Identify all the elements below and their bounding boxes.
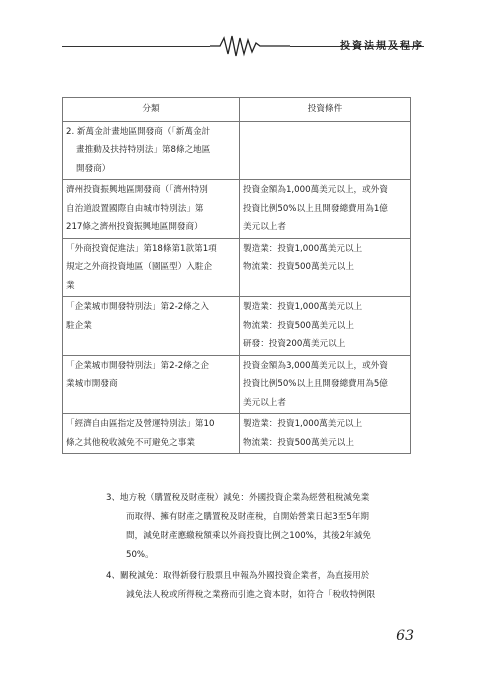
cell-line: 「企業城市開發特別法」第2-2條之入 — [66, 302, 209, 312]
cell-line: 業 — [66, 280, 75, 291]
cell-line: 濟州投資振興地區開發商（「濟州特別 — [66, 185, 208, 195]
paragraph-line: 減免法人稅或所得稅之業務而引進之資本財，如符合「稅收特例限 — [126, 590, 376, 600]
investment-conditions-table — [62, 97, 411, 454]
paragraph-line: 50%。 — [126, 550, 154, 560]
column-header-category: 分類 — [63, 98, 240, 122]
table-row — [63, 180, 411, 239]
cell-line: 投資金額為3,000萬美元以上，或外資 — [243, 360, 388, 371]
cell-line: 物流業：投資500萬美元以上 — [243, 437, 354, 448]
page-number: 63 — [396, 628, 414, 644]
category-cell — [63, 238, 240, 297]
paragraph-line: 間，減免財產應繳稅額乘以外商投資比例之100%，其後2年減免 — [126, 531, 371, 541]
cell-line: 製造業：投資1,000萬美元以上 — [243, 419, 363, 429]
category-cell — [63, 180, 240, 239]
cell-line: 2. 新萬金計畫地區開發商（「新萬金計 — [66, 126, 211, 137]
conditions-cell — [240, 297, 411, 356]
cell-line: 畫推動及扶持特別法」第8條之地區 — [76, 145, 211, 155]
cell-line: 「企業城市開發特別法」第2-2條之企 — [66, 360, 209, 371]
cell-line: 物流業：投資500萬美元以上 — [243, 262, 354, 272]
cell-line: 駐企業 — [66, 320, 92, 331]
conditions-cell — [240, 121, 411, 180]
paragraph-line: 4、關稅減免：取得新發行股票且申報為外國投資企業者，為直接用於 — [106, 571, 370, 581]
cell-line: 「外商投資促進法」第18條第1款第1項 — [66, 243, 217, 254]
paragraph-line: 3、地方稅（購置稅及財產稅）減免：外國投資企業為經營租稅減免業 — [106, 493, 370, 503]
table-row — [63, 121, 411, 180]
conditions-cell — [240, 355, 411, 414]
category-cell — [63, 414, 240, 454]
cell-line: 製造業：投資1,000萬美元以上 — [243, 302, 363, 312]
pulse-wave-icon — [210, 33, 290, 59]
category-cell — [63, 121, 240, 180]
table-header-row — [63, 98, 411, 122]
table-row — [63, 238, 411, 297]
paragraph-local-tax-reduction — [106, 489, 426, 565]
column-header-conditions: 投資條件 — [240, 98, 411, 122]
cell-line: 投資比例50%以上且開發總費用為1億 — [243, 203, 388, 214]
conditions-cell — [240, 238, 411, 297]
paragraph-line: 而取得、擁有財產之購置稅及財產稅，自開始營業日起3至5年期 — [126, 512, 369, 522]
cell-line: 投資金額為1,000萬美元以上，或外資 — [243, 185, 388, 195]
conditions-cell — [240, 414, 411, 454]
cell-line: 217條之濟州投資振興地區開發商） — [66, 222, 203, 232]
section-title: 投資法規及程序 — [340, 41, 424, 52]
cell-line: 「經濟自由區指定及營運特別法」第10 — [66, 419, 215, 429]
table-row — [63, 414, 411, 454]
table-row — [63, 355, 411, 414]
cell-line: 開發商） — [76, 163, 111, 174]
category-cell — [63, 297, 240, 356]
conditions-cell — [240, 180, 411, 239]
cell-line: 自治道設置國際自由城市特別法」第 — [66, 203, 204, 214]
cell-line: 製造業：投資1,000萬美元以上 — [243, 243, 363, 254]
category-cell — [63, 355, 240, 414]
cell-line: 條之其他稅收減免不可避免之事業 — [66, 437, 195, 448]
paragraph-tariff-reduction — [106, 567, 426, 605]
cell-line: 研發：投資200萬美元以上 — [243, 339, 346, 349]
cell-line: 業城市開發商 — [66, 379, 118, 389]
cell-line: 規定之外商投資地區（園區型）入駐企 — [66, 262, 213, 272]
table-row — [63, 297, 411, 356]
cell-line: 投資比例50%以上且開發總費用為5億 — [243, 379, 388, 389]
cell-line: 美元以上者 — [243, 397, 286, 408]
cell-line: 美元以上者 — [243, 222, 286, 232]
cell-line: 物流業：投資500萬美元以上 — [243, 320, 354, 331]
